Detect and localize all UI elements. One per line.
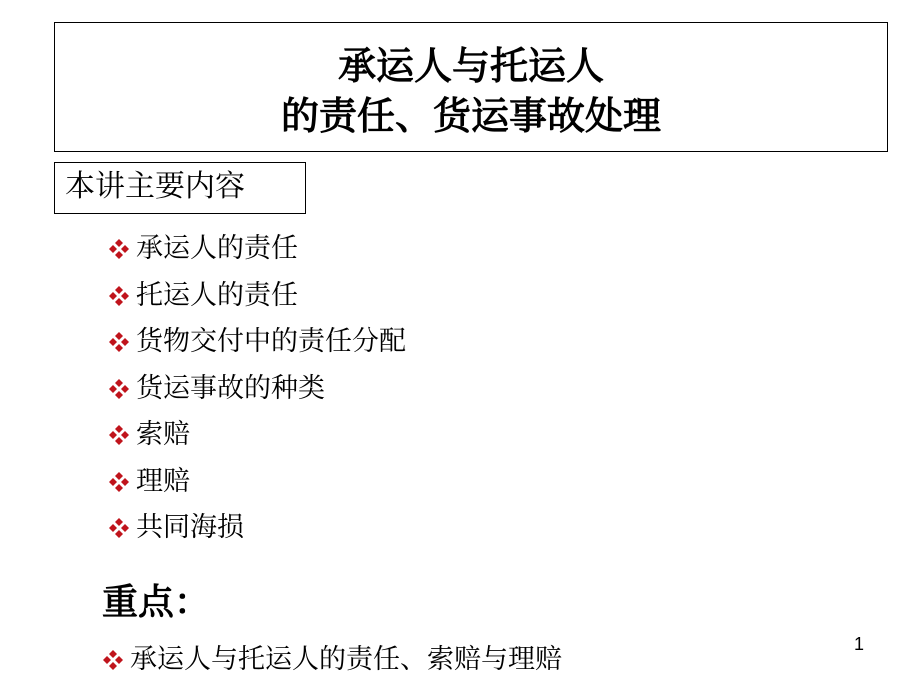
- diamond-bullet-icon: [108, 378, 130, 400]
- diamond-bullet-icon: [102, 649, 124, 671]
- bullet-text: 货物交付中的责任分配: [136, 326, 406, 357]
- content-bullet-list: [108, 226, 406, 552]
- bullet-item: [108, 412, 406, 459]
- bullet-item: [108, 505, 406, 552]
- bullet-text: 托运人的责任: [136, 279, 298, 311]
- bullet-item: [108, 366, 406, 413]
- section-label: 本讲主要内容: [65, 169, 245, 204]
- diamond-bullet-icon: [108, 517, 130, 539]
- bullet-text: 共同海损: [136, 512, 244, 543]
- bullet-text: 索赔: [136, 419, 190, 450]
- bullet-item: [108, 459, 406, 506]
- slide-title-line-2: 的责任、货运事故处理: [280, 93, 661, 138]
- bullet-item: [108, 319, 406, 366]
- slide-title-box: [54, 22, 888, 152]
- bullet-item: [108, 273, 406, 320]
- slide-title-line-1: 承运人与托运人: [337, 43, 604, 88]
- key-point-item: [102, 640, 562, 680]
- diamond-bullet-icon: [108, 424, 130, 446]
- diamond-bullet-icon: [108, 285, 130, 307]
- diamond-bullet-icon: [108, 331, 130, 353]
- key-points-heading: 重点：: [102, 581, 211, 623]
- diamond-bullet-icon: [108, 238, 130, 260]
- diamond-bullet-icon: [108, 471, 130, 493]
- bullet-item: [108, 226, 406, 273]
- section-label-box: [54, 162, 306, 214]
- bullet-text: 承运人的责任: [136, 233, 298, 264]
- key-point-text: 承运人与托运人的责任、索赔与理赔: [130, 644, 562, 675]
- bullet-text: 理赔: [136, 465, 190, 497]
- bullet-text: 货运事故的种类: [136, 372, 325, 404]
- slide-number: 1: [853, 634, 864, 654]
